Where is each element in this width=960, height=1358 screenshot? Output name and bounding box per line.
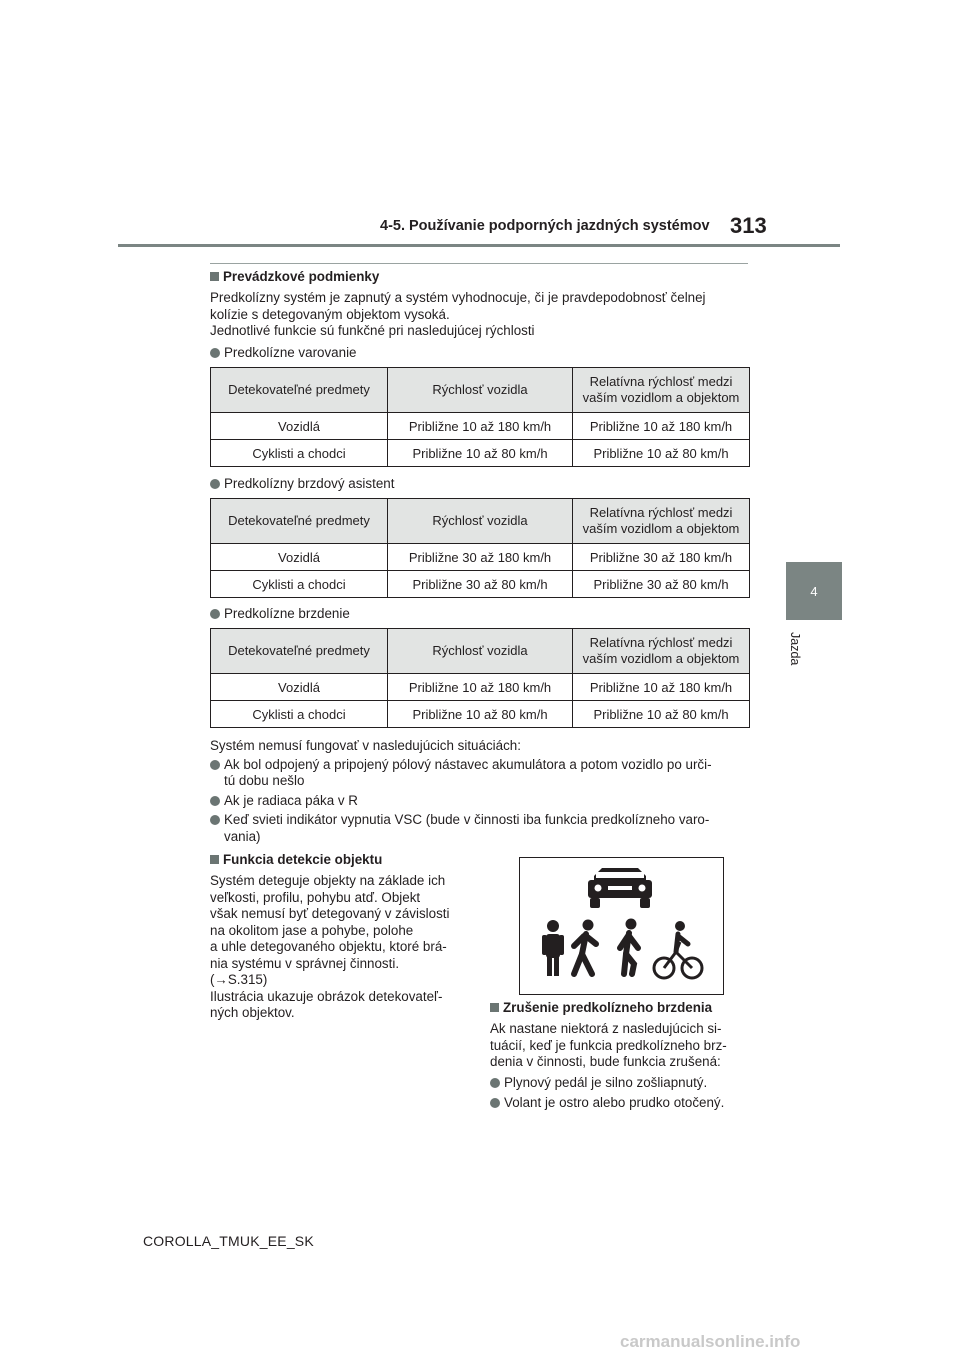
section-heading-braking-cancellation: Zrušenie predkolízneho brzdenia xyxy=(490,1000,712,1015)
detectable-objects-illustration xyxy=(519,857,724,995)
section-heading-object-detection: Funkcia detekcie objektu xyxy=(210,852,382,867)
not-working-block xyxy=(210,738,750,845)
table-cell: Vozidlá xyxy=(211,413,388,440)
bullet-icon xyxy=(490,1078,500,1088)
list-item: Keď svieti indikátor vypnutia VSC (bude v činnosti iba funkcia predkolízneho varo- vania) xyxy=(210,812,750,845)
document-code: COROLLA_TMUK_EE_SK xyxy=(143,1233,314,1249)
bullet-icon xyxy=(210,609,220,619)
list-item: Ak je radiaca páka v R xyxy=(210,793,750,810)
section-divider xyxy=(210,263,748,264)
table-cell: Približne 10 až 80 km/h xyxy=(573,440,750,467)
table-cell: Cyklisti a chodci xyxy=(211,440,388,467)
table-header-row xyxy=(211,499,750,544)
watermark: carmanualsonline.info xyxy=(620,1332,801,1351)
running-pedestrian-icon xyxy=(620,919,638,975)
column-header: Detekovateľné predmety xyxy=(211,629,388,674)
standing-pedestrian-icon xyxy=(542,920,564,976)
table-row xyxy=(211,571,750,598)
table-cell: Približne 30 až 80 km/h xyxy=(573,571,750,598)
square-bullet-icon xyxy=(210,272,219,281)
table-cell: Približne 10 až 180 km/h xyxy=(573,413,750,440)
table-row xyxy=(211,544,750,571)
braking-cancellation-text: Ak nastane niektorá z nasledujúcich si- tuácií, keď je funkcia predkolízneho brz- denia v činnosti, bude funkcia zrušená: Plynový pedál je silno zošliapnutý. Volant je ostro alebo prudko otočený. xyxy=(490,1021,750,1112)
table-cell: Približne 30 až 180 km/h xyxy=(573,544,750,571)
speed-table-braking xyxy=(210,628,750,728)
bullet-icon xyxy=(490,1098,500,1108)
speed-table-brake-assist xyxy=(210,498,750,598)
operating-conditions-text: Predkolízny systém je zapnutý a systém vyhodnocuje, či je pravdepodobnosť čelnej kolízie s detegovaným objektom vysoká. Jednotlivé funkcie sú funkčné pri nasledujúcej rýchlosti xyxy=(210,290,706,338)
column-header: Relatívna rýchlosť medzi vaším vozidlom a objektom xyxy=(573,499,750,544)
table-row xyxy=(211,440,750,467)
table-cell: Približne 10 až 80 km/h xyxy=(388,701,573,728)
table-row xyxy=(211,413,750,440)
bullet-icon xyxy=(210,796,220,806)
table-cell: Približne 10 až 180 km/h xyxy=(388,413,573,440)
header-divider xyxy=(118,244,840,247)
column-header: Rýchlosť vozidla xyxy=(388,368,573,413)
table-row xyxy=(211,701,750,728)
chapter-tab: 4 xyxy=(786,562,842,620)
column-header: Detekovateľné predmety xyxy=(211,368,388,413)
object-detection-text: Systém deteguje objekty na základe ich veľkosti, profilu, pohybu atď. Objekt však nemusí byť detegovaný v závislosti na okolitom jase a pohybe, polohe a uhle detegovaného objektu, ktoré brá- nia systému v správnej činnosti. (→S.315) Ilustrácia ukazuje obrázok detekovateľ- ných objektov. xyxy=(210,873,450,1020)
table-cell: Vozidlá xyxy=(211,674,388,701)
square-bullet-icon xyxy=(210,855,219,864)
table-header-row xyxy=(211,629,750,674)
column-header: Detekovateľné predmety xyxy=(211,499,388,544)
bullet-icon xyxy=(210,815,220,825)
table-cell: Približne 10 až 80 km/h xyxy=(573,701,750,728)
section-heading-operating-conditions: Prevádzkové podmienky xyxy=(210,269,379,284)
bullet-icon xyxy=(210,479,220,489)
table-cell: Cyklisti a chodci xyxy=(211,701,388,728)
table-cell: Vozidlá xyxy=(211,544,388,571)
list-item: Ak bol odpojený a pripojený pólový nástavec akumulátora a potom vozidlo po urči- tú dobu nešlo xyxy=(210,757,750,790)
bullet-icon xyxy=(210,760,220,770)
detectable-objects-svg xyxy=(520,858,723,994)
bullet-icon xyxy=(210,348,220,358)
table-cell: Približne 30 až 180 km/h xyxy=(388,544,573,571)
table-cell: Približne 10 až 180 km/h xyxy=(388,674,573,701)
table-cell: Približne 10 až 180 km/h xyxy=(573,674,750,701)
chapter-title: 4-5. Používanie podporných jazdných systémov xyxy=(380,218,710,234)
list-item: Plynový pedál je silno zošliapnutý. xyxy=(490,1075,750,1092)
table-title-warning: Predkolízne varovanie xyxy=(210,345,357,362)
column-header: Rýchlosť vozidla xyxy=(388,629,573,674)
cyclist-icon xyxy=(654,921,702,978)
walking-pedestrian-icon xyxy=(574,920,596,975)
column-header: Rýchlosť vozidla xyxy=(388,499,573,544)
table-cell: Približne 10 až 80 km/h xyxy=(388,440,573,467)
table-header-row xyxy=(211,368,750,413)
table-title-braking: Predkolízne brzdenie xyxy=(210,606,350,623)
list-item: Volant je ostro alebo prudko otočený. xyxy=(490,1095,750,1112)
not-working-intro: Systém nemusí fungovať v nasledujúcich situáciách: xyxy=(210,738,521,753)
speed-table-warning xyxy=(210,367,750,467)
column-header: Relatívna rýchlosť medzi vaším vozidlom a objektom xyxy=(573,368,750,413)
car-icon xyxy=(588,868,652,908)
table-cell: Cyklisti a chodci xyxy=(211,571,388,598)
square-bullet-icon xyxy=(490,1003,499,1012)
table-row xyxy=(211,674,750,701)
table-cell: Približne 30 až 80 km/h xyxy=(388,571,573,598)
column-header: Relatívna rýchlosť medzi vaším vozidlom a objektom xyxy=(573,629,750,674)
table-title-brake-assist: Predkolízny brzdový asistent xyxy=(210,476,394,493)
page-number: 313 xyxy=(730,213,767,238)
chapter-tab-label: Jazda xyxy=(788,632,802,666)
